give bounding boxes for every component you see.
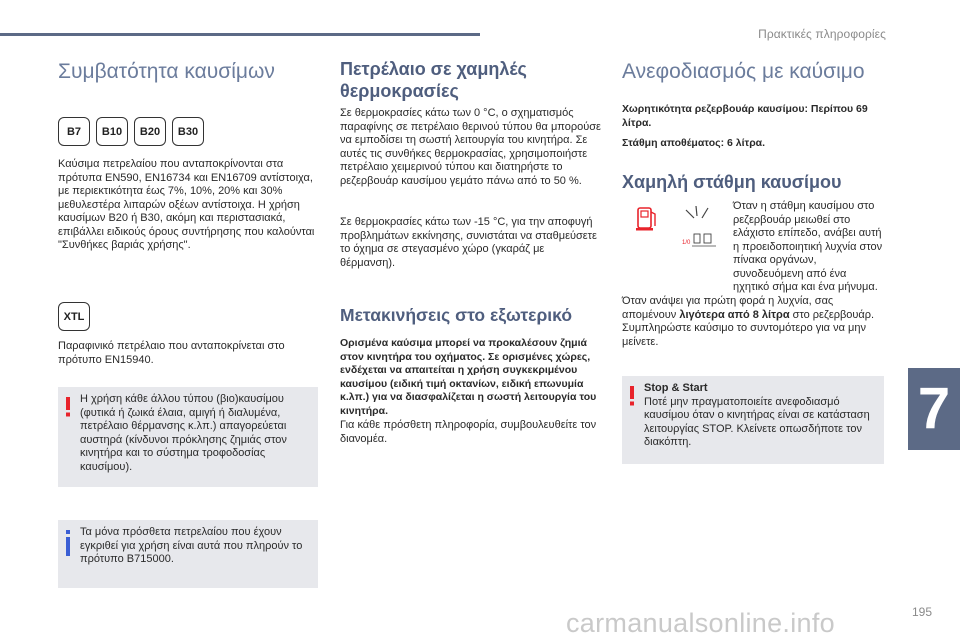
svg-text:1/0: 1/0 bbox=[682, 240, 691, 246]
chapter-tab: 7 bbox=[908, 368, 960, 450]
abroad-bold-paragraph: Ορισμένα καύσιμα μπορεί να προκαλέσουν ζημιά στον κινητήρα του οχήματος. Σε ορισμένες χώρες, ενδέχεται να απαιτείται η χρήση συγκεκριμένου καυσίμου (ειδική τιμή οκτανίων, ειδική επωνυμία κ.λπ.) για να διασφαλίζεται η σωστή λειτουργία του κινητήρα. bbox=[340, 337, 597, 417]
fuel-compat-paragraph: Καύσιμα πετρελαίου που ανταποκρίνονται στα πρότυπα EN590, EN16734 και EN16709 αντίστοιχα, με περιεκτικότητα έως 7%, 10%, 20% και 30% μεθυλεστέρα λιπαρών οξέων αντίστοιχα. Η χρήση καυσίμων B20 ή B30, ακόμη και περιστασιακά, επιβάλλει ειδικούς όρους συντήρησης που καλούνται "Συνθήκες βαριάς χρήσης". bbox=[58, 158, 315, 251]
fuel-badge: B7 bbox=[58, 117, 90, 146]
warning-note bbox=[58, 387, 318, 487]
reserve-level: Στάθμη αποθέματος: 6 λίτρα. bbox=[622, 137, 766, 149]
low-temp-paragraph-1: Σε θερμοκρασίες κάτω των 0 °C, ο σχηματισμός παραφίνης σε πετρέλαιο θερινού τύπου θα μπορούσε να εμποδίσει τη σωστή λειτουργία του κινητήρα. Σε αυτές τις συνθήκες θερμοκρασίας, χρησιμοποιήστε πετρέλαιο χειμερινού τύπου και διατηρήστε το ρεζερβουάρ καυσίμου γεμάτο πάνω από το 50 %. bbox=[340, 107, 601, 187]
low-fuel-title: Χαμηλή στάθμη καυσίμου bbox=[622, 172, 842, 192]
low-fuel-paragraph-a: Όταν ανάψει για πρώτη φορά η λυχνία, σας απομένουν bbox=[622, 295, 834, 321]
fuel-badge: B10 bbox=[96, 117, 128, 146]
low-fuel-paragraph-bold: λιγότερα από 8 λίτρα bbox=[679, 308, 790, 321]
low-temp-paragraph-2: Σε θερμοκρασίες κάτω των -15 °C, για την αποφυγή προβλημάτων εκκίνησης, συνιστάται να σταθμεύσετε το όχημα σε στεγασμένο χώρο (γκαράζ με θέρμανση). bbox=[340, 216, 597, 269]
header-rule bbox=[0, 33, 480, 36]
fuel-badges bbox=[58, 117, 204, 146]
fuel-badge: B20 bbox=[134, 117, 166, 146]
low-fuel-paragraph bbox=[622, 295, 888, 349]
low-fuel-paragraph-c: στο ρεζερβουάρ. Συμπληρώστε καύσιμο το συντομότερο για να μην μείνετε. bbox=[622, 308, 875, 348]
fuel-badge: B30 bbox=[172, 117, 204, 146]
info-note bbox=[58, 520, 318, 588]
refuelling-title: Ανεφοδιασμός με καύσιμο bbox=[622, 60, 865, 83]
abroad-title: Μετακινήσεις στο εξωτερικό bbox=[340, 305, 573, 325]
xtl-badge: XTL bbox=[58, 302, 90, 331]
abroad-paragraph: Για κάθε πρόσθετη πληροφορία, συμβουλευθείτε τον διανομέα. bbox=[340, 419, 597, 445]
page-number: 195 bbox=[912, 605, 933, 619]
exclamation-icon bbox=[65, 397, 71, 417]
warning-text: Η χρήση κάθε άλλου τύπου (βιο)καυσίμου (φυτικά ή ζωικά έλαια, αμιγή ή διαλυμένα, πετρέλαιο θέρμανσης κ.λπ.) απαγορεύεται αυστηρά (κίνδυνοι πρόκλησης ζημιάς στον κινητήρα και το σύστημα τροφοδοσίας καυσίμου). bbox=[80, 393, 287, 473]
fuel-gauge-warning-icon bbox=[634, 202, 724, 248]
section-header: Πρακτικές πληροφορίες bbox=[758, 27, 886, 41]
exclamation-icon bbox=[629, 386, 635, 406]
low-fuel-indicator-text: Όταν η στάθμη καυσίμου στο ρεζερβουάρ μειωθεί στο ελάχιστο επίπεδο, ανάβει αυτή η προειδοποιητική λυχνία στον πίνακα οργάνων, συνοδευόμενη από ένα ηχητικό σήμα και ένα μήνυμα. bbox=[733, 200, 883, 293]
xtl-paragraph: Παραφινικό πετρέλαιο που ανταποκρίνεται στο πρότυπο EN15940. bbox=[58, 340, 285, 366]
stop-start-warning bbox=[622, 376, 884, 464]
stop-start-title: Stop & Start bbox=[644, 382, 708, 394]
fuel-compatibility-title: Συμβατότητα καυσίμων bbox=[58, 60, 275, 83]
tank-capacity: Χωρητικότητα ρεζερβουάρ καυσίμου: Περίπου 69 λίτρα. bbox=[622, 103, 868, 129]
watermark: carmanualsonline.info bbox=[566, 608, 835, 638]
low-temp-title: Πετρέλαιο σε χαμηλές θερμοκρασίες bbox=[340, 59, 527, 101]
info-text: Τα μόνα πρόσθετα πετρελαίου που έχουν εγκριθεί για χρήση είναι αυτά που πληρούν το πρότυπο B715000. bbox=[80, 526, 303, 565]
stop-start-body: Ποτέ μην πραγματοποιείτε ανεφοδιασμό καυσίμου όταν ο κινητήρας είναι σε κατάσταση λειτουργίας STOP. Κλείνετε οπωσδήποτε τον διακόπτη. bbox=[644, 395, 870, 448]
stop-start-text bbox=[644, 382, 876, 450]
info-icon bbox=[65, 530, 71, 556]
